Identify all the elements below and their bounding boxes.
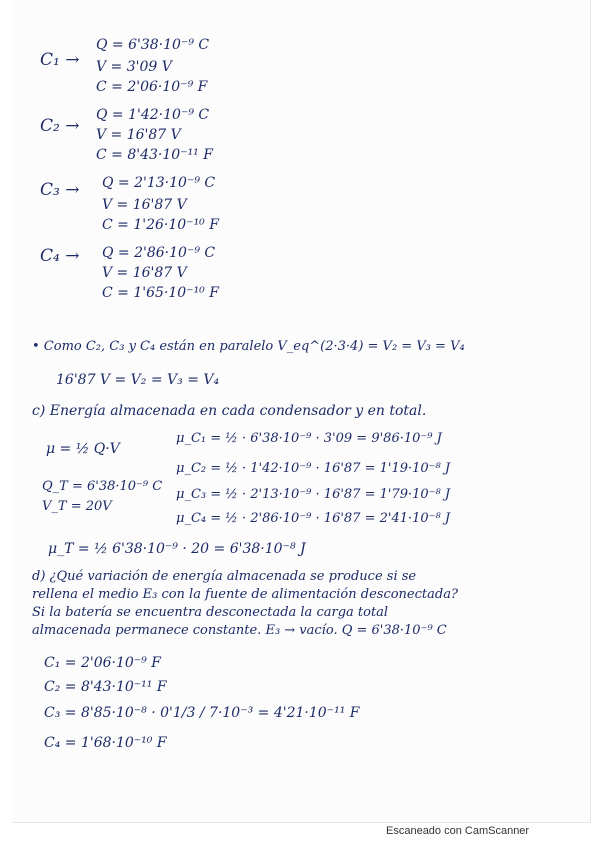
question-d-line-2: rellena el medio E₃ con la fuente de alimentación desconectada? — [32, 587, 458, 602]
scanner-watermark: Escaneado con CamScanner — [386, 825, 530, 837]
capacitor-3-voltage: V = 16'87 V — [102, 197, 187, 213]
capacitor-3-label: C₃ → — [40, 180, 80, 200]
parallel-voltage: 16'87 V = V₂ = V₃ = V₄ — [56, 372, 220, 388]
capacitor-2-charge: Q = 1'42·10⁻⁹ C — [96, 107, 210, 123]
capacitor-4-voltage: V = 16'87 V — [102, 265, 187, 281]
new-capacitance-c2: C₂ = 8'43·10⁻¹¹ F — [44, 679, 167, 695]
new-capacitance-c1: C₁ = 2'06·10⁻⁹ F — [44, 655, 161, 671]
answer-d-line-2: almacenada permanece constante. E₃ → vacío. Q = 6'38·10⁻⁹ C — [32, 623, 447, 638]
new-capacitance-c4: C₄ = 1'68·10⁻¹⁰ F — [44, 735, 167, 751]
capacitor-1-voltage: V = 3'09 V — [96, 59, 172, 75]
total-voltage: V_T = 20V — [42, 499, 112, 514]
question-d-line-1: d) ¿Qué variación de energía almacenada se produce si se — [32, 569, 417, 584]
energy-total: μ_T = ½ 6'38·10⁻⁹ · 20 = 6'38·10⁻⁸ J — [48, 541, 306, 557]
energy-c3: μ_C₃ = ½ · 2'13·10⁻⁹ · 16'87 = 1'79·10⁻⁸ J — [176, 487, 451, 502]
capacitor-3-capacitance: C = 1'26·10⁻¹⁰ F — [102, 217, 219, 233]
energy-c1: μ_C₁ = ½ · 6'38·10⁻⁹ · 3'09 = 9'86·10⁻⁹ J — [176, 431, 442, 446]
new-capacitance-c3: C₃ = 8'85·10⁻⁸ · 0'1/3 / 7·10⁻³ = 4'21·10⁻¹¹ F — [44, 705, 360, 721]
parallel-statement: • Como C₂, C₃ y C₄ están en paralelo V_eq^(2·3·4) = V₂ = V₃ = V₄ — [32, 339, 465, 354]
total-charge: Q_T = 6'38·10⁻⁹ C — [42, 479, 163, 494]
energy-c2: μ_C₂ = ½ · 1'42·10⁻⁹ · 16'87 = 1'19·10⁻⁸ J — [176, 461, 451, 476]
capacitor-1-charge: Q = 6'38·10⁻⁹ C — [96, 37, 210, 53]
energy-formula: μ = ½ Q·V — [46, 441, 120, 457]
scanned-page — [12, 0, 591, 823]
capacitor-3-charge: Q = 2'13·10⁻⁹ C — [102, 175, 216, 191]
energy-heading: c) Energía almacenada en cada condensador y en total. — [32, 403, 427, 419]
answer-d-line-1: Si la batería se encuentra desconectada la carga total — [32, 605, 389, 620]
energy-c4: μ_C₄ = ½ · 2'86·10⁻⁹ · 16'87 = 2'41·10⁻⁸ J — [176, 511, 451, 526]
capacitor-1-label: C₁ → — [40, 50, 80, 70]
capacitor-2-label: C₂ → — [40, 116, 80, 136]
capacitor-4-capacitance: C = 1'65·10⁻¹⁰ F — [102, 285, 219, 301]
capacitor-4-charge: Q = 2'86·10⁻⁹ C — [102, 245, 216, 261]
capacitor-4-label: C₄ → — [40, 246, 80, 266]
capacitor-1-capacitance: C = 2'06·10⁻⁹ F — [96, 79, 208, 95]
capacitor-2-voltage: V = 16'87 V — [96, 127, 181, 143]
capacitor-2-capacitance: C = 8'43·10⁻¹¹ F — [96, 147, 213, 163]
